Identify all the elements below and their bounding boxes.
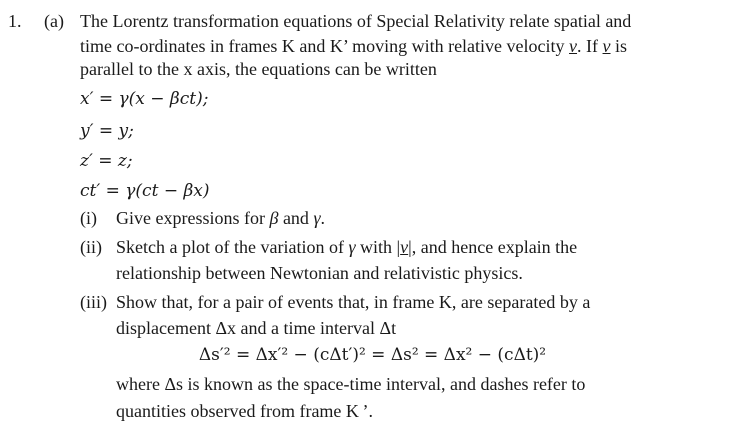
- intro-line-2: [80, 35, 627, 57]
- question-number: 1.: [8, 11, 22, 31]
- subpart-iii-line-2: displacement Δx and a time interval Δt: [116, 318, 397, 338]
- gamma-symbol: γ: [313, 208, 321, 228]
- subpart-iii-line-4: where Δs is known as the space-time interval, and dashes refer to: [116, 374, 586, 394]
- intro-line-2-end: is: [610, 36, 628, 56]
- subpart-i-text-c: .: [320, 208, 326, 228]
- intro-line-3: parallel to the x axis, the equations can be written: [80, 59, 437, 79]
- subpart-ii-text-b: with |: [355, 237, 401, 257]
- subpart-iii-line-1: Show that, for a pair of events that, in frame K, are separated by a: [116, 292, 591, 312]
- interval-equation: Δs′² = Δx′² − (cΔt′)² = Δs² = Δx² − (cΔt)²: [198, 345, 547, 365]
- velocity-symbol: v: [400, 237, 409, 257]
- equation-ct: ct′ = γ(ct − βx): [80, 181, 210, 201]
- part-label: (a): [44, 11, 64, 31]
- subpart-ii-label: (ii): [80, 237, 102, 257]
- gamma-symbol: γ: [348, 237, 356, 257]
- subpart-i-text: [116, 207, 325, 229]
- equation-z: z′ = z;: [80, 151, 133, 171]
- equation-x: x′ = γ(x − βct);: [80, 89, 209, 109]
- intro-line-2-text: time co-ordinates in frames K and K’ moving with relative velocity: [80, 36, 570, 56]
- subpart-iii-label: (iii): [80, 292, 107, 312]
- velocity-symbol: v: [602, 36, 611, 56]
- equation-y: y′ = y;: [80, 121, 134, 141]
- subpart-ii-text-a: Sketch a plot of the variation of: [116, 237, 349, 257]
- subpart-iii-line-5: quantities observed from frame K ’.: [116, 401, 374, 421]
- beta-symbol: β: [269, 208, 279, 228]
- subpart-i-text-a: Give expressions for: [116, 208, 270, 228]
- subpart-ii-line-1: [116, 236, 577, 258]
- subpart-ii-text-c: |, and hence explain the: [408, 237, 578, 257]
- subpart-i-label: (i): [80, 208, 97, 228]
- intro-line-1: The Lorentz transformation equations of Special Relativity relate spatial and: [80, 11, 632, 31]
- velocity-symbol: v: [569, 36, 578, 56]
- subpart-i-text-b: and: [278, 208, 314, 228]
- subpart-ii-line-2: relationship between Newtonian and relativistic physics.: [116, 263, 523, 283]
- intro-line-2-mid: . If: [577, 36, 603, 56]
